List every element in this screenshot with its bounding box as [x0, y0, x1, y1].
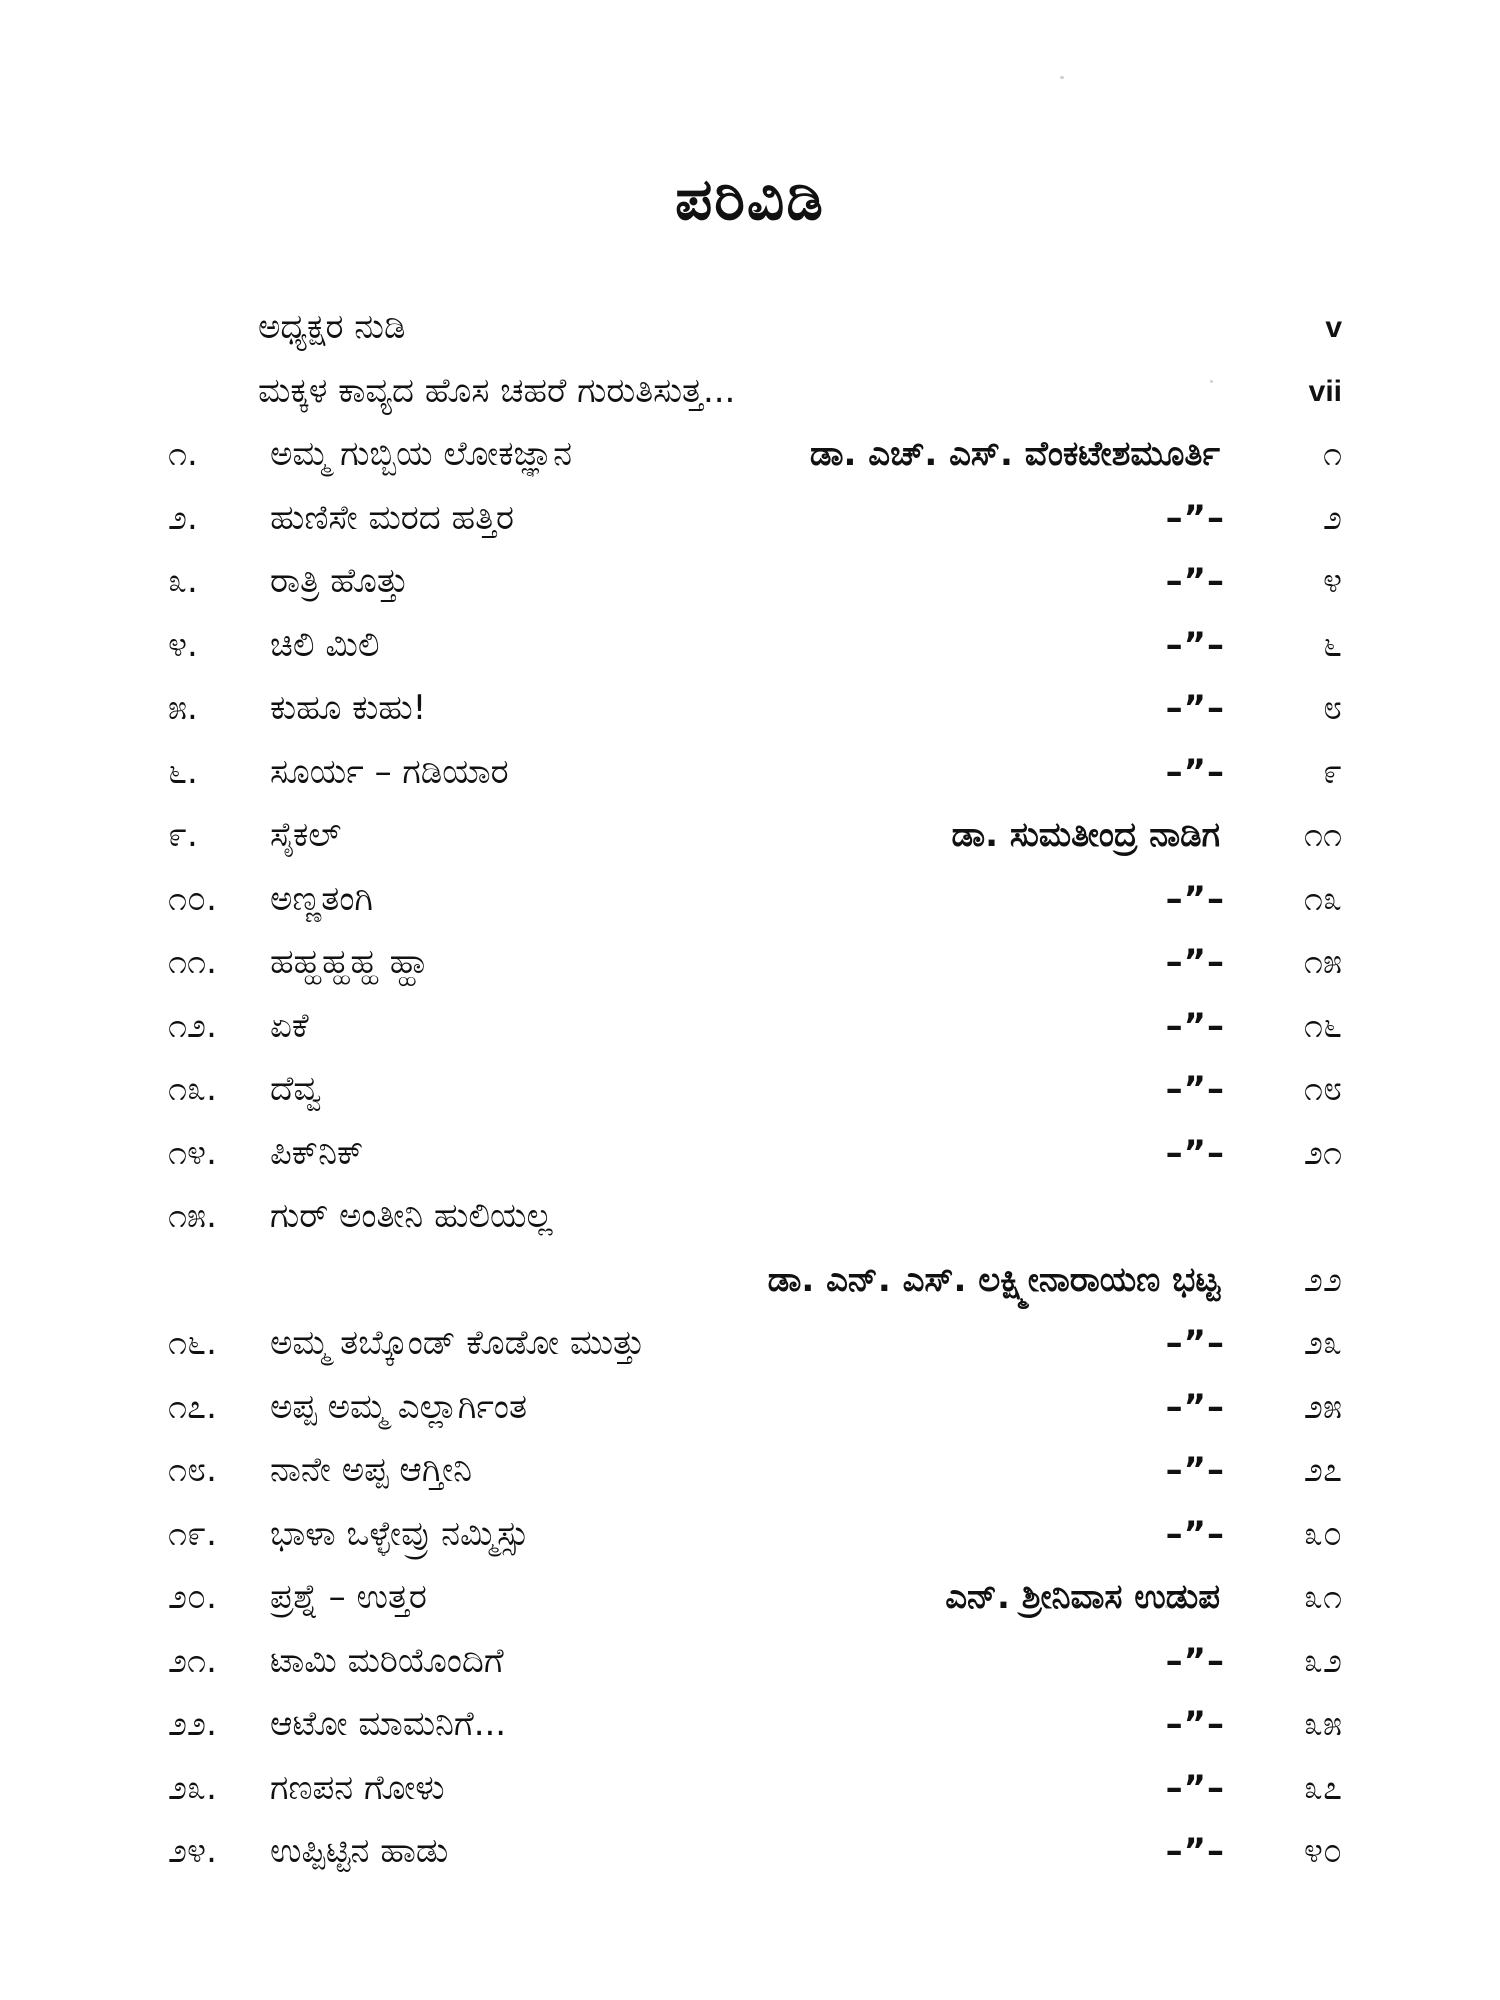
entry-title: ಆಟೋ ಮಾಮನಿಗೆ... [270, 1704, 507, 1744]
toc-row [0, 296, 1500, 360]
toc-row [0, 1122, 1500, 1186]
entry-page: ೧೫ [1303, 942, 1342, 982]
entry-page: ೧೩ [1303, 878, 1342, 919]
entry-author: –”– [1165, 497, 1225, 538]
entry-page: ೨೩ [1303, 1323, 1342, 1363]
toc-row [0, 804, 1500, 868]
entry-page: ೩೭ [1303, 1767, 1342, 1808]
entry-page: ೪ [1322, 561, 1342, 601]
entry-page: ೧೬ [1303, 1005, 1342, 1046]
entry-title: ಕುಹೂ ಕುಹು! [270, 688, 427, 728]
entry-author: –”– [1165, 688, 1225, 728]
entry-number: ೨೨. [168, 1704, 217, 1744]
entry-title: ಹಹ್ಹಹ್ಹಹ್ಹ ಹ್ಹಾ [270, 942, 431, 982]
entry-author: –”– [1165, 942, 1225, 982]
entry-number: ೪. [168, 624, 198, 665]
entry-author: –”– [1165, 1132, 1225, 1173]
toc-row [0, 1630, 1500, 1694]
entry-title: ದೆವ್ವ [270, 1069, 322, 1109]
entry-author: –”– [1165, 1513, 1225, 1554]
toc-row [0, 614, 1500, 678]
toc-row [0, 550, 1500, 614]
entry-number: ೧೭. [168, 1386, 217, 1427]
paper-speck [1060, 76, 1064, 79]
entry-title: ಪಿಕ್‌ನಿಕ್ [270, 1132, 364, 1173]
entry-author: –”– [1165, 1323, 1225, 1363]
entry-page: ೨೧ [1303, 1132, 1342, 1173]
entry-page: ೩೧ [1303, 1577, 1342, 1617]
entry-page: v [1325, 311, 1342, 344]
entry-page: ೬ [1322, 624, 1342, 665]
entry-page: ೨ [1322, 497, 1342, 538]
entry-number: ೧೮. [168, 1450, 217, 1490]
entry-author: ಡಾ. ಸುಮತೀಂದ್ರ ನಾಡಿಗ [951, 815, 1220, 855]
toc-row [0, 995, 1500, 1059]
entry-title: ಅಮ್ಮ ತಬ್ಕೊಂಡ್ ಕೊಡೋ ಮುತ್ತು [270, 1323, 645, 1363]
toc-row [0, 1820, 1500, 1884]
toc-row [0, 741, 1500, 805]
entry-title: ಟಾಮಿ ಮರಿಯೊಂದಿಗೆ [270, 1640, 504, 1681]
entry-author: –”– [1165, 1069, 1225, 1109]
entry-title: ರಾತ್ರಿ ಹೊತ್ತು [270, 561, 409, 601]
toc-row [0, 1058, 1500, 1122]
entry-page: ೯ [1322, 751, 1342, 792]
entry-title: ಸೈಕಲ್ [270, 815, 342, 855]
entry-title: ಪ್ರಶ್ನೆ – ಉತ್ತರ [270, 1577, 427, 1617]
entry-number: ೬. [168, 751, 198, 792]
entry-page: ೨೫ [1303, 1386, 1342, 1427]
toc-row [0, 1312, 1500, 1376]
table-of-contents [0, 296, 1500, 1884]
entry-title: ಏಕೆ [270, 1005, 309, 1046]
entry-author: –”– [1165, 1704, 1225, 1744]
entry-page: ೩೫ [1303, 1704, 1342, 1744]
entry-title: ಅಪ್ಪ ಅಮ್ಮ ಎಲ್ಲಾರ್ಗಿಂತ [270, 1386, 527, 1427]
entry-title: ಹುಣಿಸೇ ಮರದ ಹತ್ತಿರ [270, 497, 515, 538]
entry-title: ಅಣ್ಣತಂಗಿ [270, 878, 373, 919]
entry-number: ೧೫. [168, 1196, 217, 1236]
entry-author: –”– [1165, 1767, 1225, 1808]
toc-row [0, 868, 1500, 932]
entry-number: ೧೬. [168, 1323, 217, 1363]
entry-page: ೧ [1322, 434, 1342, 474]
entry-number: ೨. [168, 497, 198, 538]
entry-number: ೯. [168, 815, 198, 855]
entry-number: ೨೦. [168, 1577, 217, 1617]
entry-page: vii [1308, 374, 1342, 408]
entry-page: ೨೨ [1303, 1259, 1342, 1300]
toc-row [0, 1376, 1500, 1440]
entry-author: –”– [1165, 1640, 1225, 1681]
entry-page: ೩೨ [1303, 1640, 1342, 1681]
entry-number: ೧೯. [168, 1513, 217, 1554]
entry-number: ೨೩. [168, 1767, 217, 1808]
toc-row [0, 1185, 1500, 1249]
entry-number: ೧೦. [168, 878, 217, 919]
toc-row [0, 1566, 1500, 1630]
entry-author: –”– [1165, 878, 1225, 919]
entry-author: ಎನ್. ಶ್ರೀನಿವಾಸ ಉಡುಪ [945, 1577, 1220, 1617]
entry-title: ನಾನೇ ಅಪ್ಪ ಆಗ್ತೀನಿ [270, 1450, 473, 1490]
entry-number: ೧. [168, 434, 198, 474]
entry-title: ಅಮ್ಮ ಗುಬ್ಬಿಯ ಲೋಕಜ್ಞಾನ [270, 434, 572, 474]
toc-row [0, 931, 1500, 995]
entry-page: ೧೧ [1303, 815, 1342, 855]
toc-row [0, 1249, 1500, 1313]
entry-author: ಡಾ. ಎಚ್. ಎಸ್. ವೆಂಕಟೇಶಮೂರ್ತಿ [809, 434, 1220, 474]
toc-row [0, 487, 1500, 551]
entry-author: –”– [1165, 1831, 1225, 1871]
entry-number: ೫. [168, 688, 198, 728]
entry-author: –”– [1165, 1005, 1225, 1046]
entry-author: –”– [1165, 1386, 1225, 1427]
entry-number: ೩. [168, 561, 198, 601]
toc-row [0, 423, 1500, 487]
entry-number: ೧೧. [168, 942, 217, 982]
entry-title: ಗಣಪನ ಗೋಳು [270, 1767, 445, 1808]
entry-page: ೧೮ [1303, 1069, 1342, 1109]
entry-title: ಭಾಳಾ ಒಳ್ಳೇವ್ರು ನಮ್ಮಿಸ್ಸು [270, 1513, 530, 1554]
entry-title: ಸೂರ್ಯ – ಗಡಿಯಾರ [270, 751, 509, 792]
entry-number: ೧೪. [168, 1132, 217, 1173]
entry-number: ೨೧. [168, 1640, 217, 1681]
toc-row [0, 1693, 1500, 1757]
toc-row [0, 360, 1500, 424]
entry-title: ಗುರ್ ಅಂತೀನಿ ಹುಲಿಯಲ್ಲ [270, 1196, 553, 1236]
entry-page: ೪೦ [1303, 1831, 1342, 1871]
entry-author: –”– [1165, 1450, 1225, 1490]
toc-row [0, 1439, 1500, 1503]
entry-page: ೨೭ [1303, 1450, 1342, 1490]
entry-author: –”– [1165, 751, 1225, 792]
entry-author: ಡಾ. ಎನ್. ಎಸ್. ಲಕ್ಷ್ಮೀನಾರಾಯಣ ಭಟ್ಟ [767, 1259, 1220, 1300]
entry-number: ೧೨. [168, 1005, 217, 1046]
entry-title: ಉಪ್ಪಿಟ್ಟಿನ ಹಾಡು [270, 1831, 449, 1871]
toc-row [0, 1503, 1500, 1567]
entry-author: –”– [1165, 561, 1225, 601]
entry-title: ಅಧ್ಯಕ್ಷರ ನುಡಿ [258, 307, 406, 347]
entry-number: ೨೪. [168, 1831, 217, 1871]
entry-title: ಮಕ್ಕಳ ಕಾವ್ಯದ ಹೊಸ ಚಹರೆ ಗುರುತಿಸುತ್ತ... [258, 370, 736, 411]
toc-row [0, 1757, 1500, 1821]
entry-title: ಚಿಲಿ ಮಿಲಿ [270, 624, 380, 665]
toc-row [0, 677, 1500, 741]
entry-page: ೩೦ [1303, 1513, 1342, 1554]
entry-number: ೧೩. [168, 1069, 217, 1109]
entry-page: ೮ [1322, 688, 1342, 728]
page-title: ಪರಿವಿಡಿ [675, 165, 825, 233]
entry-author: –”– [1165, 624, 1225, 665]
